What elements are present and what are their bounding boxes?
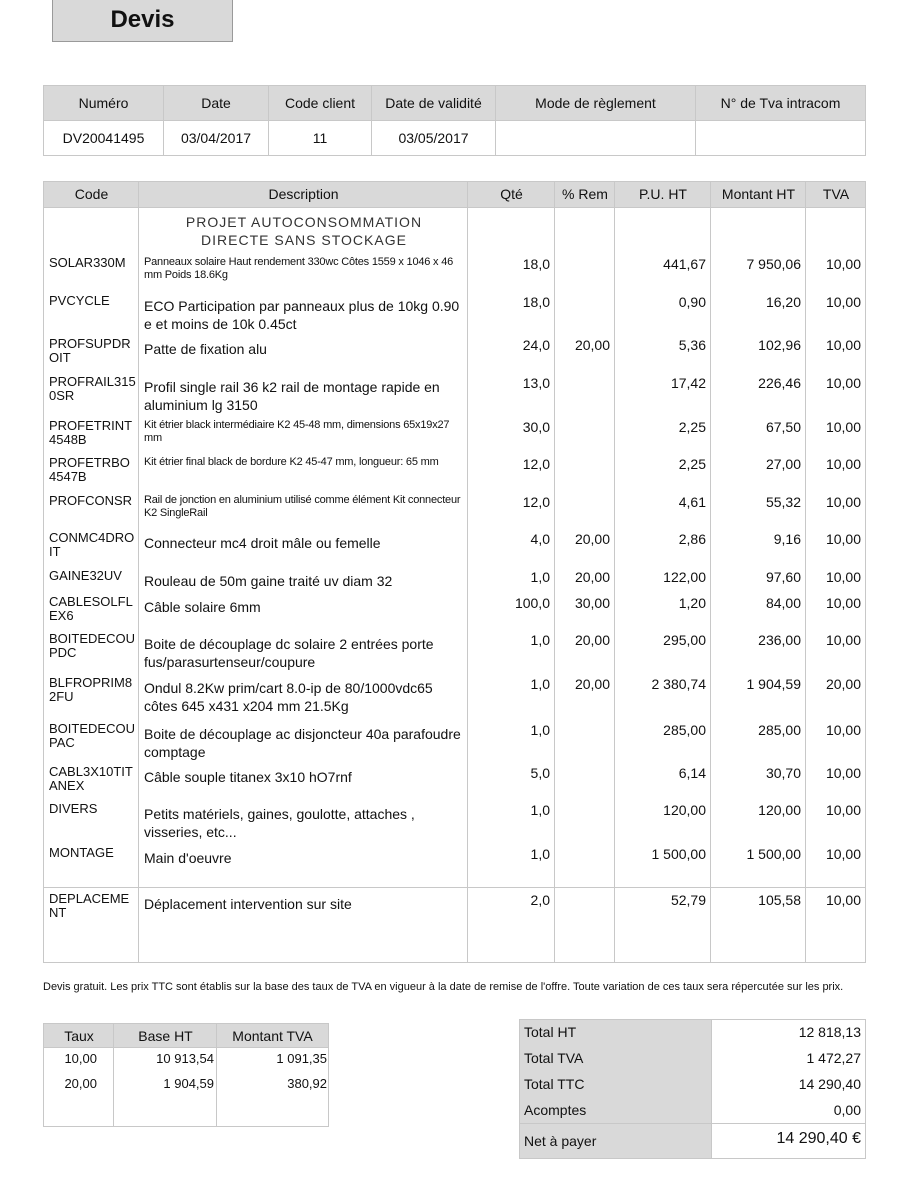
item-qte: 18,0 (522, 256, 550, 272)
item-code: MONTAGE (49, 845, 114, 860)
document-header-table (43, 85, 866, 156)
value-tva-intracom (696, 121, 866, 156)
item-code: PROFETRBO4547B (49, 455, 130, 484)
item-tva: 10,00 (825, 765, 861, 781)
item-tva: 10,00 (825, 802, 861, 818)
item-rem: 20,00 (574, 632, 610, 648)
item-pu-ht: 122,00 (663, 569, 706, 585)
tva-row1-taux: 10,00 (64, 1051, 97, 1066)
value-date: 03/04/2017 (164, 121, 269, 156)
item-description: Petits matériels, gaines, goulotte, attaches , visseries, etc... (144, 806, 415, 840)
item-code: CABLESOLFLEX6 (49, 594, 133, 623)
item-code: BLFROPRIM82FU (49, 675, 133, 704)
tva-col-base-ht: Base HT (138, 1028, 193, 1044)
item-rem: 20,00 (574, 337, 610, 353)
item-qte: 1,0 (530, 676, 550, 692)
net-a-payer-label: Net à payer (524, 1133, 597, 1149)
item-pu-ht: 1,20 (678, 595, 706, 611)
item-code: BOITEDECOUPAC (49, 721, 135, 750)
item-montant-ht: 55,32 (765, 494, 801, 510)
item-description: Main d'oeuvre (144, 850, 232, 866)
total-ht-value: 12 818,13 (798, 1024, 861, 1040)
col-rem: % Rem (562, 186, 608, 202)
item-montant-ht: 285,00 (758, 722, 801, 738)
item-tva: 10,00 (825, 846, 861, 862)
item-montant-ht: 105,58 (758, 892, 801, 908)
tva-col-montant: Montant TVA (232, 1028, 313, 1044)
item-pu-ht: 441,67 (663, 256, 706, 272)
items-header-row (44, 182, 865, 208)
tva-row1-base: 10 913,54 (156, 1051, 214, 1066)
item-tva: 20,00 (825, 676, 861, 692)
item-montant-ht: 102,96 (758, 337, 801, 353)
item-tva: 10,00 (825, 419, 861, 435)
item-description: Kit étrier final black de bordure K2 45-47 mm, longueur: 65 mm (144, 456, 439, 468)
item-montant-ht: 236,00 (758, 632, 801, 648)
legal-note: Devis gratuit. Les prix TTC sont établis sur la base des taux de TVA en vigueur à la date de remise de l'offre. Toute variation de ces taux sera répercutée sur les prix. (43, 981, 844, 993)
item-qte: 30,0 (522, 419, 550, 435)
tva-summary-header (44, 1024, 328, 1048)
item-description: Patte de fixation alu (144, 341, 267, 357)
item-tva: 10,00 (825, 722, 861, 738)
item-pu-ht: 2 380,74 (651, 676, 706, 692)
total-tva-label: Total TVA (524, 1050, 584, 1066)
item-montant-ht: 30,70 (765, 765, 801, 781)
col-code: Code (74, 186, 109, 202)
header-code-client: Code client (269, 86, 372, 121)
col-description: Description (268, 186, 339, 202)
item-tva: 10,00 (825, 256, 861, 272)
item-tva: 10,00 (825, 456, 861, 472)
value-numero: DV20041495 (44, 121, 164, 156)
col-tva: TVA (822, 186, 850, 202)
item-qte: 18,0 (522, 294, 550, 310)
col-pu-ht: P.U. HT (639, 186, 687, 202)
item-code: CABL3X10TITANEX (49, 764, 133, 793)
items-table (43, 181, 866, 963)
net-a-payer-value: 14 290,40 € (776, 1130, 861, 1147)
item-qte: 1,0 (530, 632, 550, 648)
item-description: Connecteur mc4 droit mâle ou femelle (144, 535, 381, 551)
item-montant-ht: 67,50 (765, 419, 801, 435)
item-code: PROFETRINT4548B (49, 418, 133, 447)
item-pu-ht: 2,86 (678, 531, 706, 547)
item-description: Rouleau de 50m gaine traité uv diam 32 (144, 573, 393, 589)
item-qte: 100,0 (514, 595, 550, 611)
item-qte: 13,0 (522, 375, 550, 391)
item-rem: 20,00 (574, 569, 610, 585)
item-tva: 10,00 (825, 294, 861, 310)
totals-box (519, 1019, 866, 1159)
col-qte: Qté (500, 186, 523, 202)
item-description: Câble souple titanex 3x10 hO7rnf (144, 769, 352, 785)
item-description: Panneaux solaire Haut rendement 330wc Côtes 1559 x 1046 x 46 mm Poids 18.6Kg (144, 256, 454, 281)
item-montant-ht: 84,00 (765, 595, 801, 611)
acomptes-value: 0,00 (833, 1102, 861, 1118)
document-title: Devis (52, 0, 233, 42)
item-code: PVCYCLE (49, 293, 110, 308)
item-tva: 10,00 (825, 569, 861, 585)
item-montant-ht: 27,00 (765, 456, 801, 472)
item-qte: 24,0 (522, 337, 550, 353)
item-qte: 1,0 (530, 802, 550, 818)
total-ttc-label: Total TTC (524, 1076, 585, 1092)
item-montant-ht: 9,16 (773, 531, 801, 547)
item-code: SOLAR330M (49, 255, 126, 270)
item-description: Rail de jonction en aluminium utilisé comme élément Kit connecteur K2 SingleRail (144, 494, 461, 519)
header-numero: Numéro (44, 86, 164, 121)
item-tva: 10,00 (825, 632, 861, 648)
item-code: BOITEDECOUPDC (49, 631, 135, 660)
item-code: CONMC4DROIT (49, 530, 135, 559)
item-tva: 10,00 (825, 375, 861, 391)
item-pu-ht: 285,00 (663, 722, 706, 738)
header-mode-reglement: Mode de règlement (496, 86, 696, 121)
item-tva: 10,00 (825, 494, 861, 510)
item-qte: 1,0 (530, 846, 550, 862)
total-ttc-value: 14 290,40 (798, 1076, 861, 1092)
item-qte: 2,0 (530, 892, 550, 908)
item-montant-ht: 1 904,59 (746, 676, 801, 692)
item-pu-ht: 2,25 (678, 419, 706, 435)
item-code: DEPLACEMENT (49, 891, 130, 920)
item-qte: 1,0 (530, 569, 550, 585)
item-pu-ht: 5,36 (678, 337, 706, 353)
item-description: Ondul 8.2Kw prim/cart 8.0-ip de 80/1000vdc65 côtes 645 x431 x204 mm 21.5Kg (144, 680, 433, 714)
item-rem: 30,00 (574, 595, 610, 611)
item-montant-ht: 16,20 (765, 294, 801, 310)
item-qte: 1,0 (530, 722, 550, 738)
item-pu-ht: 0,90 (678, 294, 706, 310)
project-title: PROJET AUTOCONSOMMATION DIRECTE SANS STOCKAGE (185, 214, 423, 248)
item-pu-ht: 120,00 (663, 802, 706, 818)
item-montant-ht: 7 950,06 (746, 256, 801, 272)
acomptes-label: Acomptes (524, 1102, 587, 1118)
item-rem: 20,00 (574, 676, 610, 692)
item-tva: 10,00 (825, 595, 861, 611)
tva-row2-base: 1 904,59 (163, 1076, 214, 1091)
total-ht-label: Total HT (524, 1024, 577, 1040)
item-description: ECO Participation par panneaux plus de 10kg 0.90 e et moins de 10k 0.45ct (144, 298, 460, 332)
item-pu-ht: 6,14 (678, 765, 706, 781)
item-pu-ht: 295,00 (663, 632, 706, 648)
item-description: Boite de découplage ac disjoncteur 40a parafoudre comptage (144, 726, 461, 760)
item-code: PROFRAIL3150SR (49, 374, 136, 403)
item-description: Kit étrier black intermédiaire K2 45-48 mm, dimensions 65x19x27 mm (144, 419, 450, 444)
tva-row2-montant: 380,92 (287, 1076, 327, 1091)
item-pu-ht: 17,42 (670, 375, 706, 391)
item-description: Câble solaire 6mm (144, 599, 261, 615)
item-pu-ht: 52,79 (670, 892, 706, 908)
tva-col-taux: Taux (64, 1028, 94, 1044)
item-qte: 12,0 (522, 494, 550, 510)
header-date-validite: Date de validité (372, 86, 496, 121)
item-description: Boite de découplage dc solaire 2 entrées porte fus/parasurtenseur/coupure (144, 636, 434, 670)
col-montant-ht: Montant HT (721, 186, 796, 202)
item-rem: 20,00 (574, 531, 610, 547)
header-tva-intracom: N° de Tva intracom (696, 86, 866, 121)
tva-summary-table (43, 1023, 329, 1127)
item-montant-ht: 1 500,00 (746, 846, 801, 862)
value-code-client: 11 (269, 121, 372, 156)
item-description: Profil single rail 36 k2 rail de montage rapide en aluminium lg 3150 (144, 379, 440, 413)
item-code: DIVERS (49, 801, 98, 816)
tva-row1-montant: 1 091,35 (276, 1051, 327, 1066)
item-code: PROFCONSR (49, 493, 133, 508)
item-pu-ht: 1 500,00 (651, 846, 706, 862)
total-tva-value: 1 472,27 (806, 1050, 861, 1066)
item-qte: 5,0 (530, 765, 550, 781)
item-montant-ht: 120,00 (758, 802, 801, 818)
item-montant-ht: 226,46 (758, 375, 801, 391)
item-montant-ht: 97,60 (765, 569, 801, 585)
item-tva: 10,00 (825, 531, 861, 547)
item-description: Déplacement intervention sur site (144, 896, 352, 912)
item-qte: 4,0 (530, 531, 550, 547)
value-mode-reglement (496, 121, 696, 156)
item-tva: 10,00 (825, 337, 861, 353)
item-qte: 12,0 (522, 456, 550, 472)
item-code: GAINE32UV (49, 568, 122, 583)
item-pu-ht: 2,25 (678, 456, 706, 472)
item-pu-ht: 4,61 (678, 494, 706, 510)
item-tva: 10,00 (825, 892, 861, 908)
item-code: PROFSUPDROIT (49, 336, 131, 365)
value-date-validite: 03/05/2017 (372, 121, 496, 156)
header-date: Date (164, 86, 269, 121)
tva-row2-taux: 20,00 (64, 1076, 97, 1091)
